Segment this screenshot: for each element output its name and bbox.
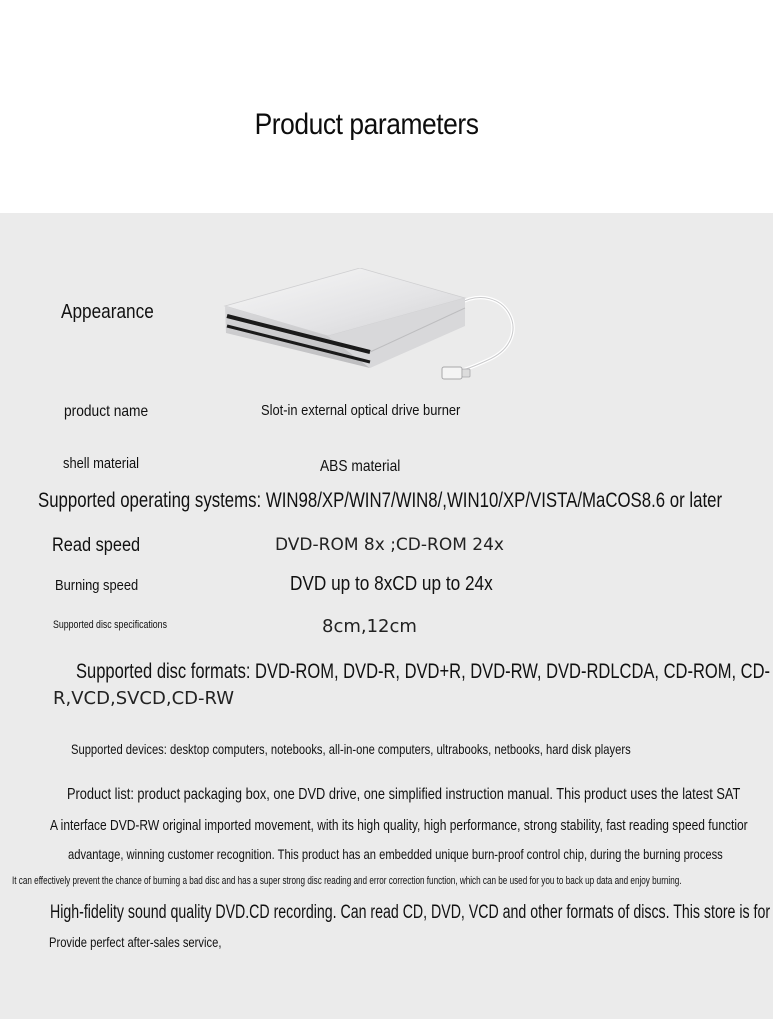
read-speed-label: Read speed (52, 535, 141, 556)
description-line-2: A interface DVD-RW original imported movement, with its high quality, high performance, strong stability, fast reading speed functior (50, 817, 748, 834)
description-line-5: High-fidelity sound quality DVD.CD recording. Can read CD, DVD, VCD and other formats of discs. This store is for (50, 902, 771, 923)
disc-spec-value: 8cm,12cm (322, 616, 417, 637)
supported-devices: Supported devices: desktop computers, notebooks, all-in-one computers, ultrabooks, netbooks, hard disk players (71, 741, 631, 757)
page-title: Product parameters (254, 108, 479, 141)
description-line-3: advantage, winning customer recognition. This product has an embedded unique burn-proof control chip, during the burning process (68, 846, 723, 862)
supported-os: Supported operating systems: WIN98/XP/WIN7/WIN8/,WIN10/XP/VISTA/MaCOS8.6 or later (38, 489, 723, 512)
disc-spec-label: Supported disc specifications (53, 619, 167, 631)
product-name-value: Slot-in external optical drive burner (261, 402, 461, 419)
product-name-label: product name (64, 403, 149, 420)
disc-formats-line2: R,VCD,SVCD,CD-RW (53, 688, 235, 709)
description-line-6: Provide perfect after-sales service, (49, 934, 222, 950)
burning-speed-label: Burning speed (55, 577, 139, 594)
description-line-4: It can effectively prevent the chance of burning a bad disc and has a super strong disc reading and error correction function, which can be used for you to back up data and enjoy burning. (12, 875, 682, 887)
appearance-label: Appearance (61, 301, 154, 323)
read-speed-value: DVD-ROM 8x ;CD-ROM 24x (275, 535, 504, 555)
disc-formats-line1: Supported disc formats: DVD-ROM, DVD-R, DVD+R, DVD-RW, DVD-RDLCDA, CD-ROM, CD- (76, 660, 771, 683)
external-dvd-drive-illustration (220, 268, 525, 388)
description-line-1: Product list: product packaging box, one DVD drive, one simplified instruction manual. This product uses the latest SAT (67, 786, 741, 803)
shell-material-value: ABS material (320, 458, 401, 475)
burning-speed-value: DVD up to 8xCD up to 24x (290, 573, 493, 595)
shell-material-label: shell material (63, 455, 140, 472)
